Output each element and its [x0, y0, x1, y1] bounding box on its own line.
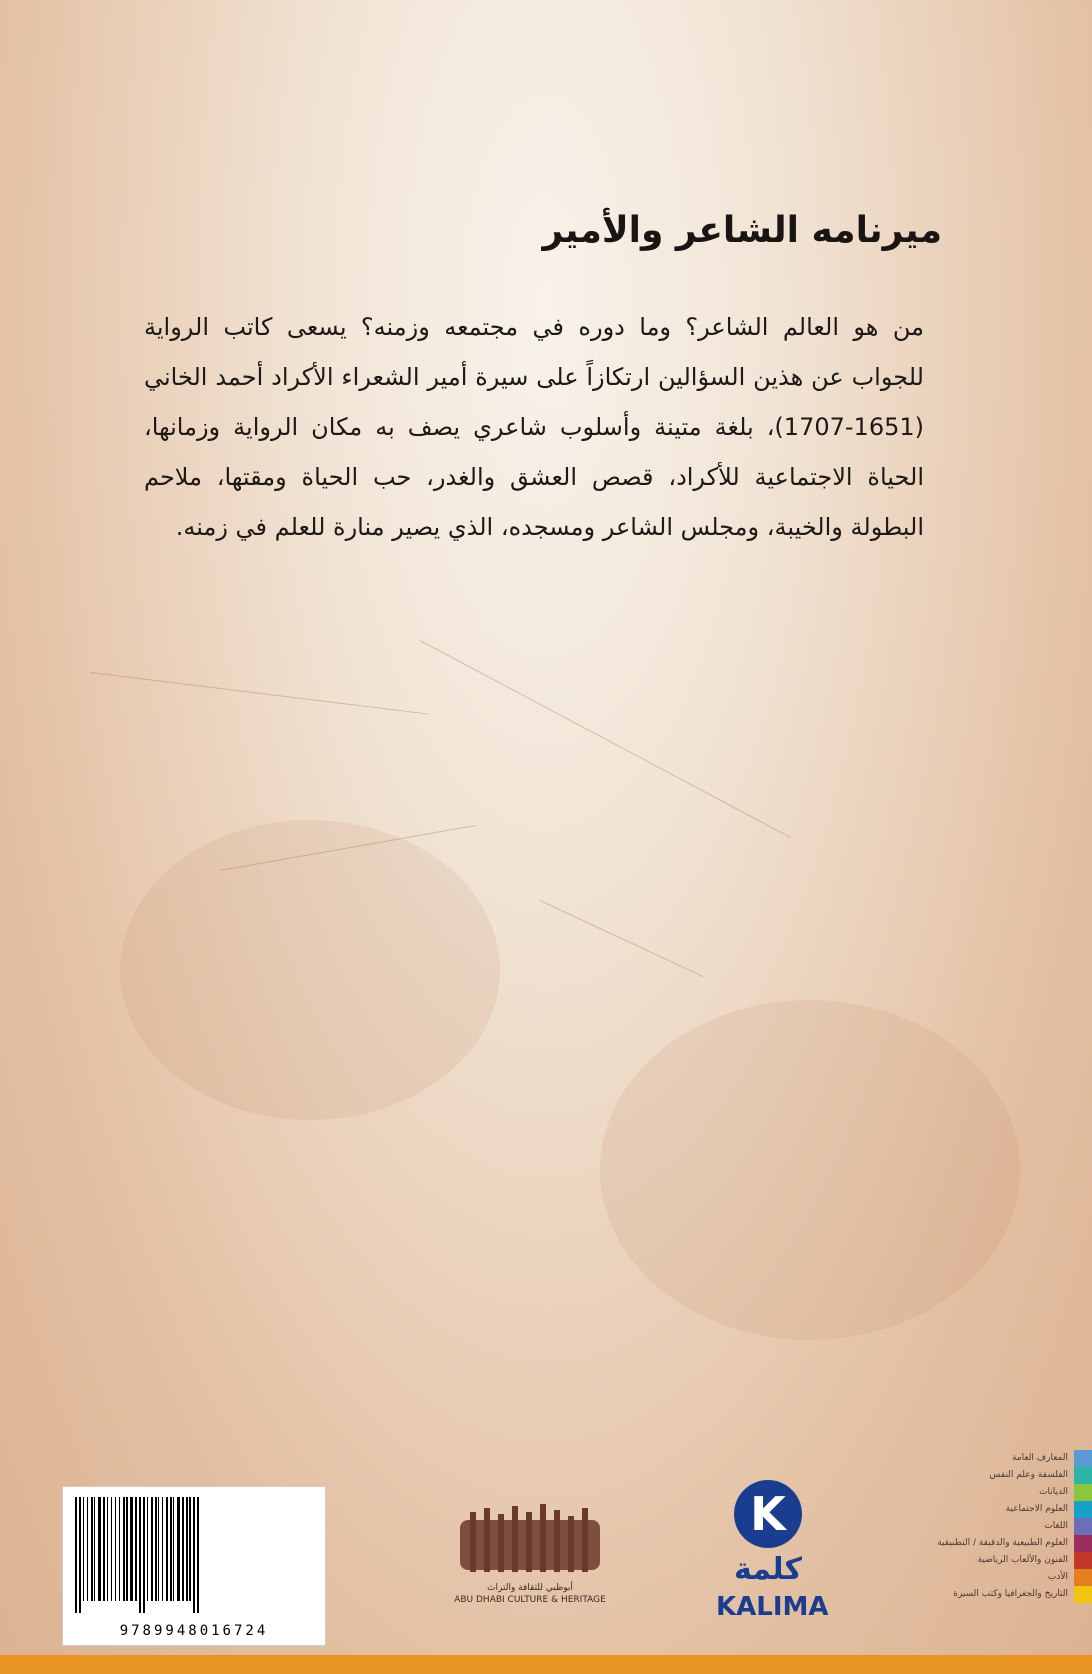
barcode-bar — [87, 1497, 88, 1601]
bottom-color-band — [0, 1655, 1092, 1674]
category-item: العلوم الاجتماعية — [1005, 1504, 1068, 1514]
category-swatch — [1074, 1535, 1092, 1552]
barcode-bar — [91, 1497, 93, 1601]
paper-scratch — [90, 672, 428, 714]
category-item: التاريخ والجغرافيا وكتب السيرة — [953, 1589, 1068, 1599]
category-item: الأدب — [1047, 1572, 1068, 1582]
category-item: اللغات — [1044, 1521, 1068, 1531]
barcode-bar — [107, 1497, 108, 1601]
barcode-bar — [173, 1497, 174, 1601]
category-swatch — [1074, 1450, 1092, 1467]
paper-stain — [120, 820, 500, 1120]
barcode-bar — [158, 1497, 159, 1601]
barcode-bar — [139, 1497, 141, 1613]
barcode-bar — [189, 1497, 191, 1601]
barcode-bar — [94, 1497, 95, 1601]
barcode-number: 9789948016724 — [119, 1623, 269, 1639]
paper-scratch — [540, 900, 704, 977]
category-item: الفلسفة وعلم النفس — [989, 1470, 1068, 1480]
barcode-bar — [135, 1497, 137, 1601]
category-swatch — [1074, 1501, 1092, 1518]
category-item: الديانات — [1039, 1487, 1068, 1497]
barcode-bar — [103, 1497, 105, 1601]
paper-stain — [600, 1000, 1020, 1340]
barcode-bar — [170, 1497, 172, 1601]
category-item: العلوم الطبيعية والدقيقة / التطبيقية — [937, 1538, 1068, 1548]
book-blurb: من هو العالم الشاعر؟ وما دوره في مجتمعه وزمنه؟ يسعى كاتب الرواية للجواب عن هذين السؤالين ارتكازاً على سيرة أمير الشعراء الأكراد أحمد الخاني (1651-1707)، بلغة متينة وأسلوب شاعري يصف به مكان الرواية وزمانها، الحياة الاجتماعية للأكراد، قصص العشق والغدر، حب الحياة ومقتها، ملاحم البطولة والخيبة، ومجلس الشاعر ومسجده، الذي يصير منارة للعلم في زمنه. — [144, 313, 924, 541]
category-swatch — [1074, 1467, 1092, 1484]
barcode-bar — [98, 1497, 101, 1601]
category-swatch — [1074, 1484, 1092, 1501]
paper-scratch — [420, 640, 791, 838]
kalima-name-ar: كلمة — [734, 1552, 802, 1587]
barcode-bar — [115, 1497, 116, 1601]
barcode-bar — [186, 1497, 188, 1601]
kalima-logo — [716, 1480, 829, 1640]
category-item: المعارف العامة — [1011, 1453, 1068, 1463]
category-swatch — [1074, 1552, 1092, 1569]
barcode-bar — [193, 1497, 195, 1613]
barcode-bar — [119, 1497, 120, 1601]
kalima-name-en: KALIMA — [716, 1592, 829, 1622]
adach-caption — [430, 1582, 630, 1606]
barcode-bar — [155, 1497, 157, 1601]
barcode-bar — [123, 1497, 125, 1601]
category-item: الفنون والألعاب الرياضية — [977, 1555, 1068, 1565]
barcode-bar — [162, 1497, 163, 1601]
barcode-bar — [151, 1497, 153, 1601]
barcode-bar — [147, 1497, 148, 1601]
barcode-bar — [177, 1497, 180, 1601]
category-swatch — [1074, 1569, 1092, 1586]
category-swatch — [1074, 1518, 1092, 1535]
kalima-emblem: K — [734, 1480, 802, 1548]
barcode-bars — [73, 1497, 317, 1613]
barcode-bar — [83, 1497, 84, 1601]
barcode-bar — [75, 1497, 77, 1613]
barcode-bar — [111, 1497, 112, 1601]
category-color-strip — [1074, 1450, 1092, 1603]
barcode-bar — [166, 1497, 168, 1601]
category-list — [890, 1450, 1070, 1603]
adach-caption-ar: أبوظبي للثقافة والتراث — [487, 1583, 573, 1593]
adach-caption-en: ABU DHABI CULTURE & HERITAGE — [454, 1595, 606, 1605]
barcode-bar — [79, 1497, 81, 1613]
isbn-barcode — [62, 1486, 326, 1646]
barcode-bar — [182, 1497, 184, 1601]
book-title: ميرنامه الشاعر والأمير — [542, 210, 942, 251]
barcode-bar — [197, 1497, 199, 1613]
barcode-bar — [130, 1497, 133, 1601]
category-swatch — [1074, 1586, 1092, 1603]
barcode-bar — [126, 1497, 128, 1601]
barcode-bar — [143, 1497, 145, 1613]
